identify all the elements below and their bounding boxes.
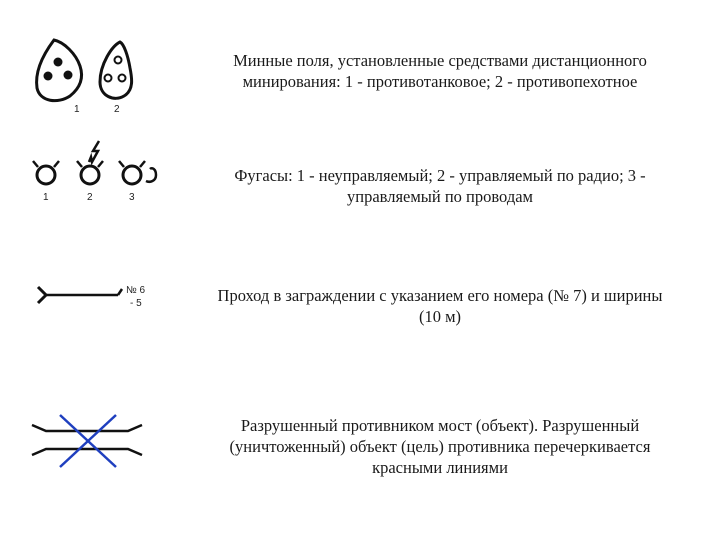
fougasse-symbol	[20, 135, 180, 210]
passage-icon	[20, 275, 180, 315]
passage-symbol	[20, 275, 180, 315]
passage-end-tick-icon	[118, 289, 122, 295]
destroyed-bridge-icon	[20, 405, 180, 475]
fougasse-description: Фугасы: 1 - неуправляемый; 2 - управляемый по радио; 3 - управляемый по проводам	[234, 166, 646, 206]
antitank-mine-dot	[44, 72, 53, 81]
symbol-label-1: 1	[43, 192, 49, 203]
antipersonnel-mine-ring	[119, 75, 126, 82]
legend-row-fougasses	[0, 135, 720, 210]
destroyed-bridge-description: Разрушенный противником мост (объект). Разрушенный (уничтоженный) объект (цель) противника перечеркивается красными линиями	[229, 416, 651, 477]
passage-width-label: - 5	[130, 298, 142, 309]
antitank-mine-dot	[54, 58, 63, 67]
legend-row-minefields	[0, 30, 720, 120]
fougasse-icon	[20, 135, 180, 210]
antipersonnel-minefield-outline	[100, 42, 132, 98]
passage-number-label: № 6	[126, 285, 146, 296]
legend-row-destroyed-bridge	[0, 405, 720, 485]
fougasse-uncontrolled-icon	[33, 161, 59, 184]
antitank-minefield-outline	[37, 40, 82, 101]
symbol-label-2: 2	[87, 192, 93, 203]
antitank-mine-dot	[64, 71, 73, 80]
fougasse-wire-icon	[119, 161, 156, 184]
minefield-symbol	[20, 30, 180, 120]
antipersonnel-mine-ring	[105, 75, 112, 82]
minefield-description: Минные поля, установленные средствами дистанционного минирования: 1 - противотанковое; 2 - противопехотное	[233, 51, 647, 91]
antipersonnel-mine-ring	[115, 57, 122, 64]
cross-out-icon	[60, 415, 116, 467]
fougasse-radio-icon	[77, 141, 103, 184]
passage-description: Проход в заграждении с указанием его номера (№ 7) и ширины (10 м)	[217, 286, 663, 326]
symbol-label-1: 1	[74, 104, 80, 115]
symbol-label-3: 3	[129, 192, 135, 203]
destroyed-bridge-symbol	[20, 405, 180, 475]
legend-row-passage	[0, 275, 720, 335]
minefield-icon	[20, 30, 180, 120]
symbol-label-2: 2	[114, 104, 120, 115]
lightning-icon	[89, 141, 99, 162]
